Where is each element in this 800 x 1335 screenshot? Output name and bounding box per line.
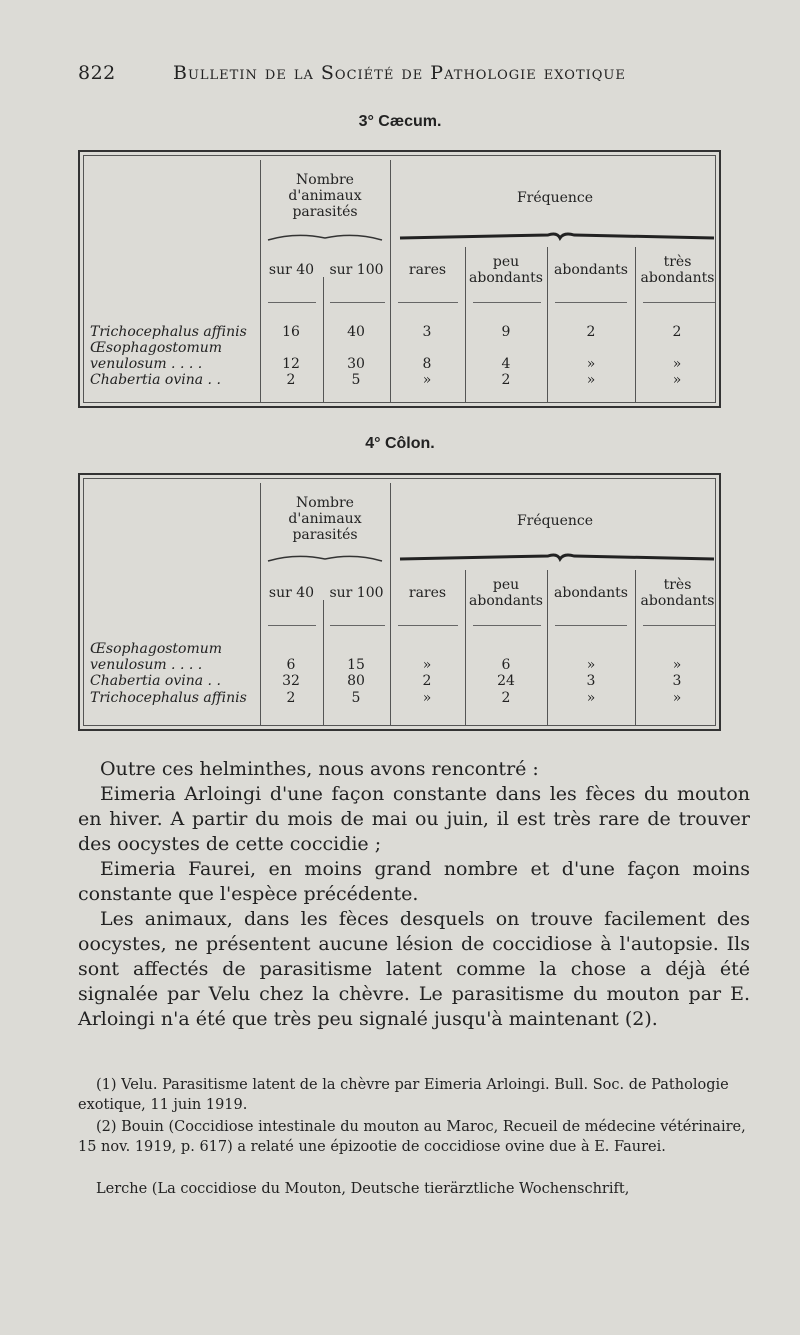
brace-icon <box>398 230 716 244</box>
col-header: très abondants <box>640 577 715 609</box>
table-cell: 32 <box>282 673 300 689</box>
table-row-name: Chabertia ovina . . <box>90 372 221 388</box>
col-header: sur 40 <box>268 262 315 278</box>
table-cell: » <box>672 657 682 673</box>
table-cell: » <box>586 657 596 673</box>
table-cell: 3 <box>672 673 682 689</box>
paragraph: Eimeria Faurei, en moins grand nombre et d'une façon moins constante que l'espèce précédente. <box>78 858 750 905</box>
table-cell: » <box>422 690 432 706</box>
table-row-name: Chabertia ovina . . <box>90 673 221 689</box>
paragraph: Outre ces helminthes, nous avons rencontré : <box>100 758 539 780</box>
table-cell: » <box>672 690 682 706</box>
header-nombre: Nombre d'animaux parasités <box>288 172 362 220</box>
col-header: abondants <box>554 585 628 601</box>
table-cell: » <box>586 690 596 706</box>
paragraph: Eimeria Arloingi d'une façon constante dans les fèces du mouton en hiver. A partir du mois de mai ou juin, il est très rare de trouver des oocystes de cette coccidie ; <box>78 783 750 855</box>
table-cell: » <box>672 356 682 372</box>
table-caecum <box>78 150 721 408</box>
table-cell: 2 <box>286 372 296 388</box>
table-cell: 24 <box>497 673 515 689</box>
brace-icon <box>266 230 384 244</box>
col-header: rares <box>408 585 447 601</box>
page-number: 822 <box>78 62 116 84</box>
table-cell: 2 <box>286 690 296 706</box>
table-cell: 5 <box>351 372 361 388</box>
footnote: Lerche (La coccidiose du Mouton, Deutsche tierärztliche Wochenschrift, <box>96 1181 630 1197</box>
header-frequence: Fréquence <box>516 513 594 529</box>
table-cell: 5 <box>351 690 361 706</box>
table-cell: 9 <box>501 324 511 340</box>
table-cell: 2 <box>422 673 432 689</box>
header-nombre: Nombre d'animaux parasités <box>288 495 362 543</box>
table-cell: 12 <box>282 356 300 372</box>
table-cell: » <box>422 372 432 388</box>
table-colon <box>78 473 721 731</box>
brace-icon <box>398 551 716 565</box>
table-cell: 6 <box>286 657 296 673</box>
col-header: sur 100 <box>329 585 384 601</box>
table-cell: 8 <box>422 356 432 372</box>
table-cell: 40 <box>347 324 365 340</box>
table-cell: 2 <box>672 324 682 340</box>
table-row-name: Trichocephalus affinis <box>90 690 247 706</box>
table-cell: » <box>672 372 682 388</box>
col-header: peu abondants <box>469 254 543 286</box>
table-cell: 16 <box>282 324 300 340</box>
col-header: rares <box>408 262 447 278</box>
table-cell: » <box>586 372 596 388</box>
col-header: sur 100 <box>329 262 384 278</box>
footnote: (2) Bouin (Coccidiose intestinale du mouton au Maroc, Recueil de médecine vétérinaire, 15 nov. 1919, p. 617) a relaté une épizootie de coccidiose ovine due à E. Faurei. <box>78 1119 746 1155</box>
table-row-name: Œsophagostomum venulosum . . . . <box>90 340 223 372</box>
table-cell: 6 <box>501 657 511 673</box>
table-cell: » <box>586 356 596 372</box>
header-frequence: Fréquence <box>516 190 594 206</box>
table-cell: 3 <box>422 324 432 340</box>
table-title-caecum: 3° Cæcum. <box>358 113 442 130</box>
table-cell: 2 <box>586 324 596 340</box>
table-title-colon: 4° Côlon. <box>365 435 435 452</box>
table-cell: 3 <box>586 673 596 689</box>
table-cell: 4 <box>501 356 511 372</box>
table-cell: » <box>422 657 432 673</box>
brace-icon <box>266 551 384 565</box>
col-header: sur 40 <box>268 585 315 601</box>
col-header: abondants <box>554 262 628 278</box>
table-row-name: Trichocephalus affinis <box>90 324 247 340</box>
table-cell: 80 <box>347 673 365 689</box>
col-header: très abondants <box>640 254 715 286</box>
table-cell: 15 <box>347 657 365 673</box>
table-cell: 2 <box>501 690 511 706</box>
table-cell: 2 <box>501 372 511 388</box>
col-header: peu abondants <box>469 577 543 609</box>
footnote: (1) Velu. Parasitisme latent de la chèvre par Eimeria Arloingi. Bull. Soc. de Pathologie exotique, 11 juin 1919. <box>78 1077 729 1113</box>
paragraph: Les animaux, dans les fèces desquels on trouve facilement des oocystes, ne présentent aucune lésion de coccidiose à l'autopsie. Ils sont affectés de parasitisme latent comme la chose a déjà été signalée par Velu chez la chèvre. Le parasitisme du mouton par E. Arloingi n'a été que très peu signalé jusqu'à maintenant (2). <box>78 908 750 1030</box>
table-row-name: Œsophagostomum venulosum . . . . <box>90 641 223 673</box>
running-title: Bulletin de la Société de Pathologie exotique <box>173 62 626 84</box>
table-cell: 30 <box>347 356 365 372</box>
